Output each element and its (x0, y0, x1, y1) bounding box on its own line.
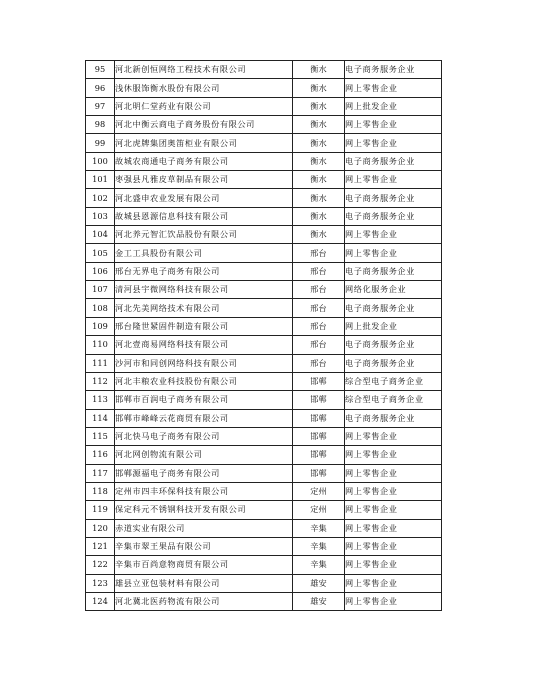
table-row (86, 134, 442, 152)
enterprise-type-cell: 网上零售企业 (345, 171, 442, 189)
row-number-cell: 105 (86, 244, 115, 262)
row-number-cell: 122 (86, 556, 115, 574)
city-cell: 衡水 (293, 152, 345, 170)
company-name-cell: 雄县立亚包装材料有限公司 (115, 574, 293, 592)
row-number-cell: 112 (86, 372, 115, 390)
table-row (86, 501, 442, 519)
company-name-cell: 河北养元智汇饮品股份有限公司 (115, 226, 293, 244)
city-cell: 邢台 (293, 244, 345, 262)
enterprise-table (85, 60, 442, 611)
company-name-cell: 浅休服饰衡水股份有限公司 (115, 79, 293, 97)
table-row (86, 116, 442, 134)
company-name-cell: 河北虎牌集团奥笛柜业有限公司 (115, 134, 293, 152)
row-number-cell: 108 (86, 299, 115, 317)
company-name-cell: 河北丰粮农业科技股份有限公司 (115, 372, 293, 390)
city-cell: 雄安 (293, 574, 345, 592)
city-cell: 邯郸 (293, 464, 345, 482)
table-row (86, 317, 442, 335)
enterprise-type-cell: 网上零售企业 (345, 501, 442, 519)
company-name-cell: 邯郸市百润电子商务有限公司 (115, 391, 293, 409)
city-cell: 衡水 (293, 79, 345, 97)
row-number-cell: 123 (86, 574, 115, 592)
company-name-cell: 河北壹商易网络科技有限公司 (115, 336, 293, 354)
row-number-cell: 101 (86, 171, 115, 189)
city-cell: 衡水 (293, 97, 345, 115)
table-row (86, 482, 442, 500)
city-cell: 邢台 (293, 281, 345, 299)
row-number-cell: 117 (86, 464, 115, 482)
enterprise-type-cell: 网上零售企业 (345, 519, 442, 537)
company-name-cell: 辛集市翠王果品有限公司 (115, 537, 293, 555)
company-name-cell: 河北明仁堂药业有限公司 (115, 97, 293, 115)
company-name-cell: 河北新创恒网络工程技术有限公司 (115, 61, 293, 79)
city-cell: 辛集 (293, 519, 345, 537)
enterprise-type-cell: 网上零售企业 (345, 79, 442, 97)
table-body (86, 61, 442, 611)
row-number-cell: 118 (86, 482, 115, 500)
table-row (86, 61, 442, 79)
company-name-cell: 邢台无界电子商务有限公司 (115, 262, 293, 280)
table-row (86, 244, 442, 262)
row-number-cell: 109 (86, 317, 115, 335)
enterprise-type-cell: 网上零售企业 (345, 446, 442, 464)
table-row (86, 372, 442, 390)
row-number-cell: 96 (86, 79, 115, 97)
table-row (86, 574, 442, 592)
city-cell: 邢台 (293, 299, 345, 317)
city-cell: 辛集 (293, 537, 345, 555)
row-number-cell: 124 (86, 592, 115, 610)
table-row (86, 391, 442, 409)
enterprise-type-cell: 电子商务服务企业 (345, 262, 442, 280)
row-number-cell: 106 (86, 262, 115, 280)
table-row (86, 336, 442, 354)
enterprise-type-cell: 电子商务服务企业 (345, 409, 442, 427)
table-row (86, 299, 442, 317)
city-cell: 衡水 (293, 116, 345, 134)
table-row (86, 519, 442, 537)
enterprise-type-cell: 电子商务服务企业 (345, 354, 442, 372)
city-cell: 定州 (293, 501, 345, 519)
table-row (86, 226, 442, 244)
city-cell: 定州 (293, 482, 345, 500)
enterprise-type-cell: 电子商务服务企业 (345, 61, 442, 79)
row-number-cell: 121 (86, 537, 115, 555)
company-name-cell: 河北先美网络技术有限公司 (115, 299, 293, 317)
city-cell: 衡水 (293, 226, 345, 244)
row-number-cell: 107 (86, 281, 115, 299)
row-number-cell: 104 (86, 226, 115, 244)
city-cell: 邯郸 (293, 409, 345, 427)
enterprise-type-cell: 综合型电子商务企业 (345, 391, 442, 409)
enterprise-type-cell: 网上零售企业 (345, 574, 442, 592)
table-row (86, 189, 442, 207)
city-cell: 辛集 (293, 556, 345, 574)
enterprise-type-cell: 综合型电子商务企业 (345, 372, 442, 390)
enterprise-type-cell: 网上零售企业 (345, 482, 442, 500)
company-name-cell: 河北盛申农业发展有限公司 (115, 189, 293, 207)
city-cell: 邢台 (293, 336, 345, 354)
enterprise-type-cell: 网上零售企业 (345, 556, 442, 574)
enterprise-type-cell: 网上零售企业 (345, 464, 442, 482)
table-row (86, 97, 442, 115)
table-row (86, 354, 442, 372)
enterprise-type-cell: 电子商务服务企业 (345, 336, 442, 354)
enterprise-type-cell: 电子商务服务企业 (345, 207, 442, 225)
enterprise-type-cell: 电子商务服务企业 (345, 189, 442, 207)
row-number-cell: 98 (86, 116, 115, 134)
company-name-cell: 赤道实业有限公司 (115, 519, 293, 537)
enterprise-type-cell: 网上批发企业 (345, 97, 442, 115)
table-row (86, 281, 442, 299)
company-name-cell: 邢台隆世紧固件制造有限公司 (115, 317, 293, 335)
row-number-cell: 116 (86, 446, 115, 464)
table-row (86, 171, 442, 189)
city-cell: 衡水 (293, 134, 345, 152)
table-row (86, 592, 442, 610)
table-row (86, 446, 442, 464)
row-number-cell: 114 (86, 409, 115, 427)
city-cell: 邯郸 (293, 446, 345, 464)
company-name-cell: 河北快马电子商务有限公司 (115, 427, 293, 445)
city-cell: 衡水 (293, 61, 345, 79)
row-number-cell: 97 (86, 97, 115, 115)
company-name-cell: 保定科元不锈钢科技开发有限公司 (115, 501, 293, 519)
enterprise-type-cell: 网上批发企业 (345, 317, 442, 335)
table-row (86, 207, 442, 225)
company-name-cell: 枣强县凡雅皮草制品有限公司 (115, 171, 293, 189)
row-number-cell: 120 (86, 519, 115, 537)
company-name-cell: 邯郸市峰峰云花商贸有限公司 (115, 409, 293, 427)
row-number-cell: 102 (86, 189, 115, 207)
row-number-cell: 95 (86, 61, 115, 79)
row-number-cell: 99 (86, 134, 115, 152)
row-number-cell: 113 (86, 391, 115, 409)
enterprise-type-cell: 网上零售企业 (345, 116, 442, 134)
row-number-cell: 110 (86, 336, 115, 354)
city-cell: 邢台 (293, 262, 345, 280)
enterprise-type-cell: 电子商务服务企业 (345, 152, 442, 170)
enterprise-type-cell: 网上零售企业 (345, 592, 442, 610)
row-number-cell: 100 (86, 152, 115, 170)
company-name-cell: 故城县恩源信息科技有限公司 (115, 207, 293, 225)
company-name-cell: 邯郸源福电子商务有限公司 (115, 464, 293, 482)
city-cell: 雄安 (293, 592, 345, 610)
city-cell: 衡水 (293, 207, 345, 225)
enterprise-type-cell: 网络化服务企业 (345, 281, 442, 299)
enterprise-type-cell: 网上零售企业 (345, 226, 442, 244)
company-name-cell: 故城农商通电子商务有限公司 (115, 152, 293, 170)
company-name-cell: 辛集市百尚意物商贸有限公司 (115, 556, 293, 574)
city-cell: 邢台 (293, 354, 345, 372)
table-row (86, 409, 442, 427)
company-name-cell: 金工工具股份有限公司 (115, 244, 293, 262)
table-row (86, 556, 442, 574)
company-name-cell: 沙河市和同创网络科技有限公司 (115, 354, 293, 372)
table-row (86, 262, 442, 280)
row-number-cell: 115 (86, 427, 115, 445)
enterprise-type-cell: 网上零售企业 (345, 244, 442, 262)
row-number-cell: 119 (86, 501, 115, 519)
table-row (86, 427, 442, 445)
enterprise-type-cell: 网上零售企业 (345, 427, 442, 445)
city-cell: 衡水 (293, 171, 345, 189)
table-row (86, 464, 442, 482)
city-cell: 邢台 (293, 317, 345, 335)
city-cell: 邯郸 (293, 372, 345, 390)
table-row (86, 79, 442, 97)
table-row (86, 537, 442, 555)
company-name-cell: 定州市四丰环保科技有限公司 (115, 482, 293, 500)
row-number-cell: 103 (86, 207, 115, 225)
city-cell: 衡水 (293, 189, 345, 207)
row-number-cell: 111 (86, 354, 115, 372)
enterprise-type-cell: 网上零售企业 (345, 134, 442, 152)
enterprise-type-cell: 电子商务服务企业 (345, 299, 442, 317)
city-cell: 邯郸 (293, 427, 345, 445)
city-cell: 邯郸 (293, 391, 345, 409)
company-name-cell: 清河县宇微网络科技有限公司 (115, 281, 293, 299)
company-name-cell: 河北中衡云商电子商务股份有限公司 (115, 116, 293, 134)
company-name-cell: 河北冀北医药物流有限公司 (115, 592, 293, 610)
table-row (86, 152, 442, 170)
company-name-cell: 河北网创物流有限公司 (115, 446, 293, 464)
enterprise-type-cell: 网上零售企业 (345, 537, 442, 555)
